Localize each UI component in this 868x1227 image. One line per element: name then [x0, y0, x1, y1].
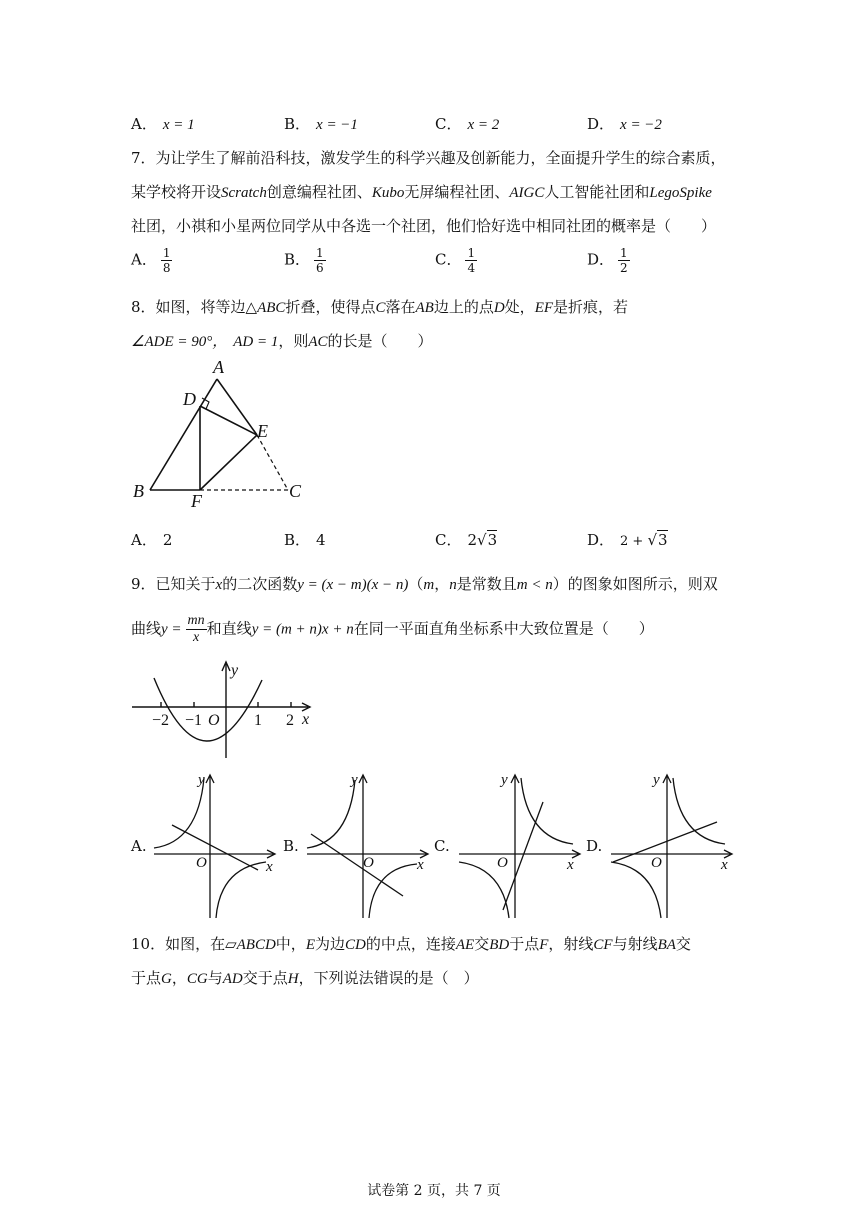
svg-text:y: y — [351, 772, 358, 788]
q7-line1: 7．为让学生了解前沿科技，激发学生的科学兴趣及创新能力，全面提升学生的综合素质， — [131, 149, 726, 167]
svg-text:y: y — [198, 772, 205, 788]
tick-2: 2 — [286, 712, 294, 729]
svg-text:x: x — [721, 857, 728, 873]
q8-option-d: D． 2 + √3 — [587, 531, 668, 549]
label-e: E — [257, 421, 268, 441]
svg-text:y: y — [653, 772, 660, 788]
q8-option-a: A． 2 — [131, 531, 173, 549]
label-c: C — [289, 481, 302, 501]
q6-option-a: A． x = 1 — [131, 115, 195, 133]
fold-ef — [200, 435, 257, 490]
svg-text:x: x — [266, 859, 273, 875]
q9-line1: 9．已知关于x的二次函数y = (x − m)(x − n)（m，n是常数且m < n）的图象如图所示，则双 — [131, 575, 718, 593]
svg-text:y: y — [501, 772, 508, 788]
dashed-ec — [257, 435, 288, 490]
q6-option-d: D． x = −2 — [587, 115, 662, 133]
graph-c — [455, 770, 587, 920]
side-ae — [217, 379, 257, 435]
q7-option-b: B． $\frac{1}{6}$ — [284, 246, 324, 275]
label-d: D — [183, 389, 196, 409]
q8-option-b: B． 4 — [284, 531, 326, 549]
q6-option-b: B． x = −1 — [284, 115, 358, 133]
tick-neg2: −2 — [152, 712, 170, 729]
svg-text:x: x — [417, 857, 424, 873]
svg-text:O: O — [497, 855, 508, 871]
q9-parabola-figure — [130, 658, 330, 763]
parabola — [154, 678, 262, 741]
svg-text:x: x — [567, 857, 574, 873]
svg-text:O: O — [363, 855, 374, 871]
graph-letter-b: B. — [283, 837, 299, 855]
q10-line1: 10．如图，在▱ABCD中，E为边CD的中点，连接AE交BD于点F，射线CF与射线BA交 — [131, 935, 691, 953]
page-footer: 试卷第 2 页，共 7 页 — [367, 1183, 501, 1199]
svg-text:O: O — [651, 855, 662, 871]
origin-label: O — [208, 712, 220, 729]
tick-1: 1 — [254, 712, 262, 729]
graph-b — [303, 770, 435, 920]
graph-d — [607, 770, 739, 920]
q7-option-c: C． $\frac{1}{4}$ — [435, 246, 476, 275]
q7-option-a: A． $\frac{1}{8}$ — [131, 246, 171, 275]
q9-line2: 曲线y = $\frac{mn}{x}$ 和直线y = (m + n)x + n在同一平面直角坐标系中大致位置是（ ） — [131, 613, 654, 645]
y-label: y — [231, 662, 239, 679]
label-f: F — [191, 491, 202, 511]
q7-line2: 某学校将开设Scratch创意编程社团、Kubo无屏编程社团、AIGC人工智能社团和LegoSpike — [131, 183, 712, 201]
label-b: B — [133, 481, 144, 501]
segment-de — [200, 406, 257, 435]
q6-option-c: C． x = 2 — [435, 115, 500, 133]
q8-line1: 8．如图，将等边△ABC折叠，使得点C落在AB边上的点D处，EF是折痕，若 — [131, 298, 629, 316]
x-label: x — [302, 711, 310, 728]
q8-line2: ∠ADE = 90°， AD = 1，则AC的长是（ ） — [131, 332, 433, 350]
graph-a — [150, 770, 282, 920]
graph-letter-d: D. — [586, 837, 603, 855]
label-a: A — [213, 357, 224, 377]
q8-option-c: C． 2√3 — [435, 531, 498, 549]
q7-line3: 社团，小祺和小星两位同学从中各选一个社团，他们恰好选中相同社团的概率是（ ） — [131, 217, 717, 235]
graph-letter-a: A. — [131, 837, 147, 855]
q8-triangle-figure — [125, 355, 325, 515]
q10-line2: 于点G，CG与AD交于点H，下列说法错误的是（ ） — [131, 969, 479, 987]
q7-option-d: D． $\frac{1}{2}$ — [587, 246, 628, 275]
tick-neg1: −1 — [185, 712, 203, 729]
svg-text:O: O — [196, 855, 207, 871]
graph-letter-c: C. — [434, 837, 450, 855]
